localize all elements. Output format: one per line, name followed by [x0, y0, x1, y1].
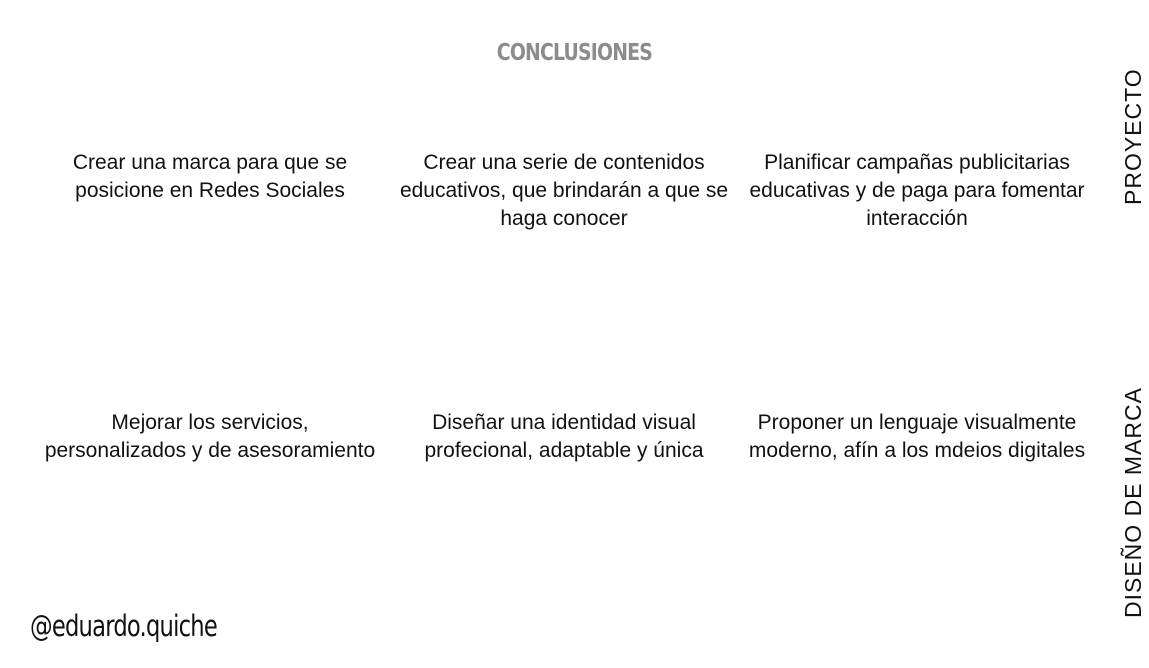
section-label-diseno-de-marca: DISEÑO DE MARCA	[1120, 387, 1146, 618]
conclusion-project-1: Crear una marca para que se posicione en Redes Sociales	[72, 151, 348, 202]
conclusion-brand-1: Mejorar los servicios, personalizados y de asesoramiento	[44, 411, 376, 462]
page-title: CONCLUSIONES	[496, 40, 653, 66]
conclusion-project-3: Planificar campañas publicitarias educativas y de paga para fomentar interacción	[749, 151, 1085, 230]
conclusion-project-2: Crear una serie de contenidos educativos, que brindarán a que se haga conocer	[399, 151, 729, 230]
conclusion-brand-2: Diseñar una identidad visual profecional, adaptable y única	[424, 411, 704, 462]
section-label-proyecto: PROYECTO	[1120, 68, 1146, 205]
author-handle: @eduardo.quiche	[30, 609, 217, 643]
conclusion-brand-3: Proponer un lenguaje visualmente moderno, afín a los mdeios digitales	[748, 411, 1086, 462]
